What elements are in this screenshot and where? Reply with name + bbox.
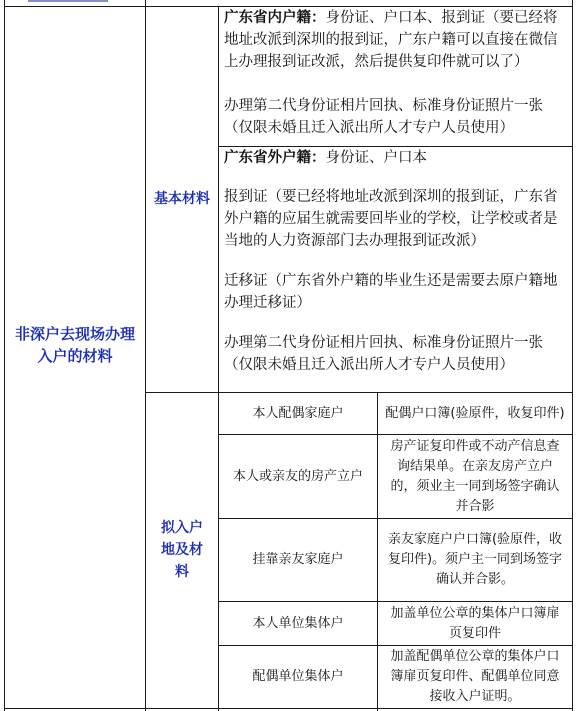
hukou-type-1: 本人配偶家庭户	[252, 405, 344, 421]
guangdong-out-p4: 办理第二代身份证相片回执、标准身份证照片一张（仅限未婚且迁入派出所人才专户人员使用）	[224, 335, 543, 373]
guangdong-in-p1: 广东省内户籍：身份证、户口本、报到证（要已经将地址改派到深圳的报到证，广东户籍可以直接在微信上办理报到证改派，然后提供复印件就可以了）	[224, 10, 558, 70]
guangdong-out-p3: 迁移证（广东省外户籍的毕业生还是需要去原户籍地办理迁移证）	[224, 273, 558, 311]
row-label: 非深户去现场办理入户的材料	[14, 325, 135, 365]
guangdong-out-cell	[224, 147, 568, 392]
hukou-material-3: 亲友家庭户户口簿(验原件，收复印件)。须户主一同到场签字确认并合影。	[387, 532, 563, 587]
guangdong-in-cell	[224, 7, 568, 146]
guangdong-out-p2: 报到证（要已经将地址改派到深圳的报到证，广东省外户籍的应届生就需要回毕业的学校，让学校或者是当地的人力资源部门去办理报到证改派）	[224, 189, 558, 249]
hukou-label: 拟入户地及材料	[161, 520, 203, 580]
hukou-material-2: 房产证复印件或不动产信息查询结果单。在亲友房产立户的，须业主一同到场签字确认并合影	[390, 438, 560, 514]
hukou-type-2: 本人或亲友的房产立户	[232, 468, 363, 484]
guangdong-in-heading: 广东省内户籍：	[224, 10, 326, 26]
hukou-type-5: 配偶单位集体户	[252, 669, 344, 684]
hukou-material-4: 加盖单位公章的集体户口簿扉页复印件	[390, 605, 560, 641]
basic-materials-label: 基本材料	[154, 191, 210, 207]
top-cut-fragment	[28, 0, 108, 2]
hukou-type-3: 挂靠亲友家庭户	[252, 552, 344, 567]
col-divider-1	[145, 0, 146, 711]
guangdong-in-p2: 办理第二代身份证相片回执、标准身份证照片一张（仅限未婚且迁入派出所人才专户人员使用）	[224, 98, 543, 136]
table-border-right	[572, 0, 573, 711]
hukou-material-5: 加盖配偶单位公章的集体户口簿扉页复印件、配偶单位同意接收入户证明。	[390, 649, 560, 704]
table-border-bottom	[4, 708, 573, 709]
guangdong-out-p1: 广东省外户籍：身份证、户口本	[224, 150, 427, 166]
guangdong-out-heading: 广东省外户籍：	[224, 150, 326, 166]
table-border-left	[4, 0, 5, 711]
hukou-material-1: 配偶户口簿(验原件，收复印件)	[385, 405, 565, 421]
hukou-type-4: 本人单位集体户	[252, 615, 344, 631]
